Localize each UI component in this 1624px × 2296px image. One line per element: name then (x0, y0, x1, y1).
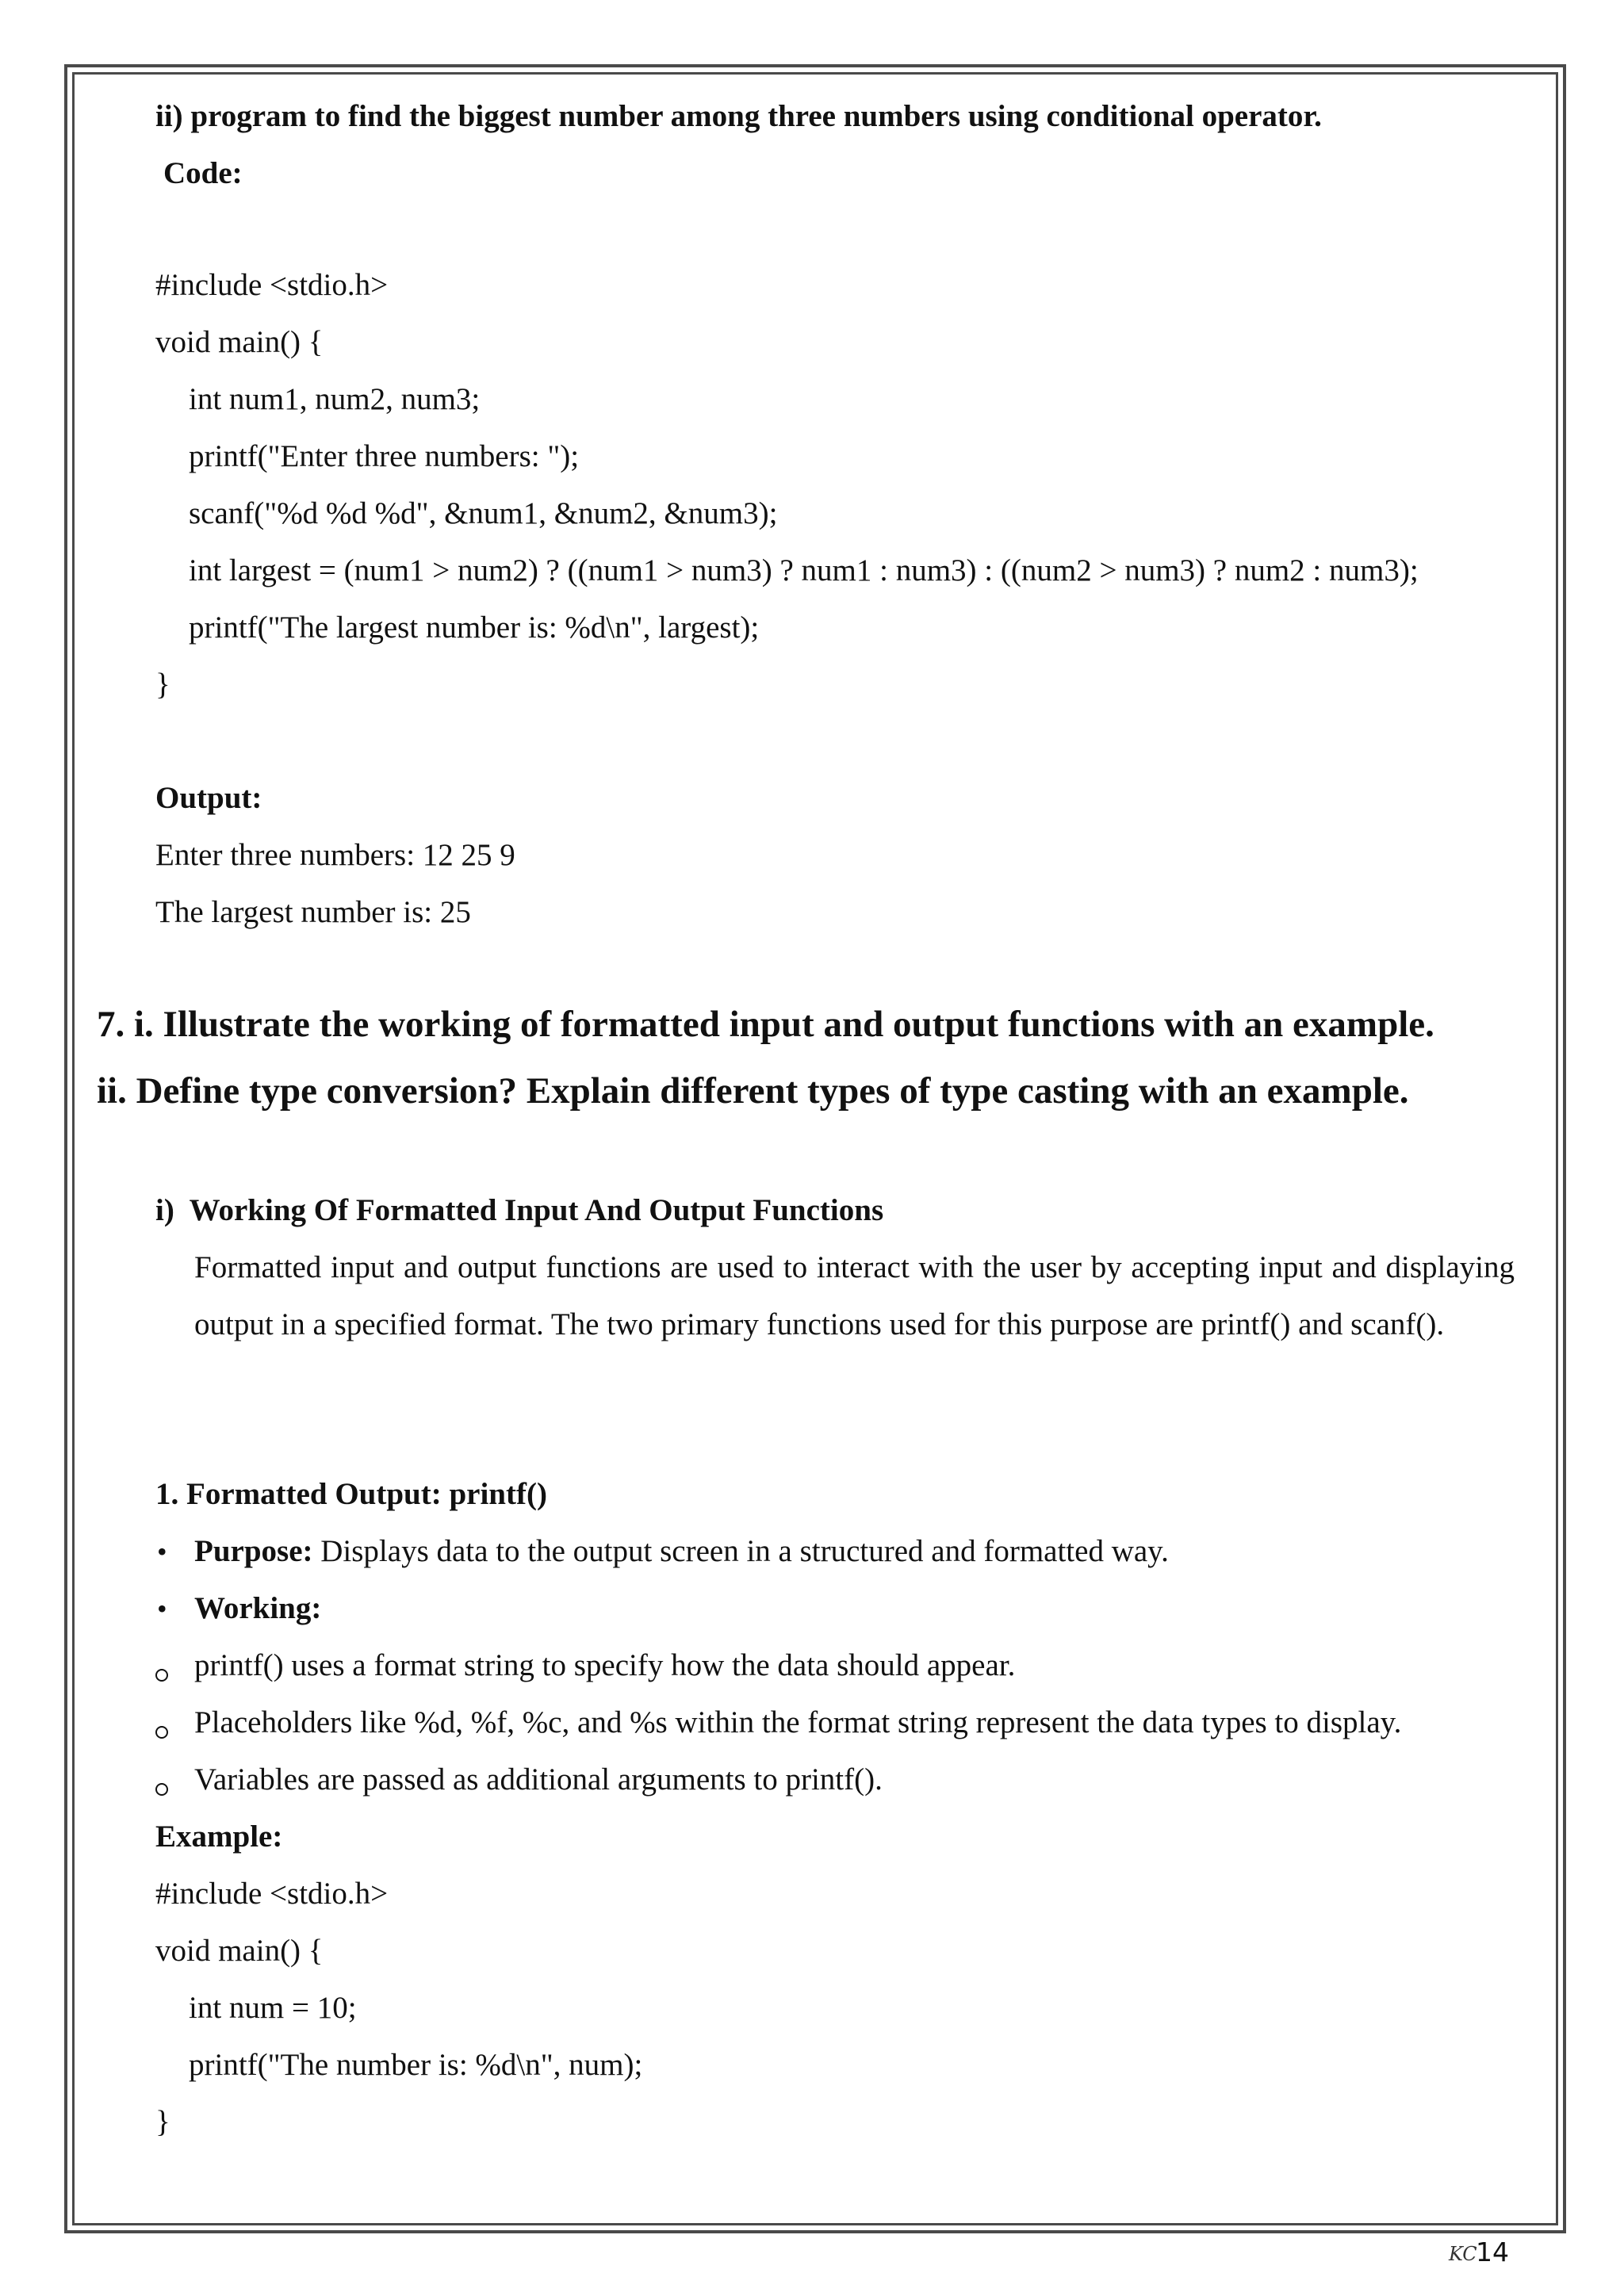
code-line: int largest = (num1 > num2) ? ((num1 > num3) ? num1 : num3) : ((num2 > num3) ? num2 : num3); (189, 553, 1419, 587)
sub-bullet-circle (155, 1783, 168, 1796)
program-title: ii) program to find the biggest number among three numbers using conditional operator. (155, 99, 1322, 133)
purpose-label: Purpose: (194, 1534, 313, 1568)
output-label: Output: (155, 781, 262, 815)
question-7-line-1: 7. i. Illustrate the working of formatted input and output functions with an example. (97, 1004, 1434, 1045)
sub-bullet-circle (155, 1669, 168, 1682)
working-point: Variables are passed as additional arguments to printf(). (194, 1762, 883, 1797)
bullet-dot: • (157, 1536, 167, 1567)
part-i-paragraph: Formatted input and output functions are used to interact with the user by accepting input and displaying output in a specified format. The two primary functions used for this purpose are printf() and scanf(). (194, 1250, 1515, 1341)
output-line: The largest number is: 25 (155, 895, 471, 929)
example-code-line: printf("The number is: %d\n", num); (189, 2048, 643, 2082)
example-code-line: int num = 10; (189, 1991, 357, 2025)
formatted-output-heading: 1. Formatted Output: printf() (155, 1477, 547, 1511)
example-code-line: } (155, 2105, 170, 2139)
code-line: int num1, num2, num3; (189, 382, 481, 416)
output-line: Enter three numbers: 12 25 9 (155, 838, 515, 872)
sub-bullet-circle (155, 1726, 168, 1739)
author-mark: KC (1449, 2243, 1477, 2265)
part-i-heading: i) Working Of Formatted Input And Output Functions (155, 1193, 884, 1227)
page-number: 14 (1476, 2237, 1509, 2267)
purpose-text: Displays data to the output screen in a structured and formatted way. (312, 1534, 1169, 1568)
code-line: #include <stdio.h> (155, 268, 389, 302)
working-label: Working: (194, 1591, 322, 1625)
code-line: } (155, 668, 170, 702)
code-label: Code: (163, 156, 243, 190)
example-code-line: #include <stdio.h> (155, 1877, 389, 1911)
example-code-line: void main() { (155, 1934, 324, 1968)
working-point: Placeholders like %d, %f, %c, and %s within the format string represent the data types to display. (194, 1705, 1402, 1739)
bullet-dot: • (157, 1593, 167, 1624)
working-point: printf() uses a format string to specify how the data should appear. (194, 1648, 1016, 1682)
code-line: void main() { (155, 325, 324, 359)
purpose-item (194, 1533, 1169, 1571)
code-line: scanf("%d %d %d", &num1, &num2, &num3); (189, 496, 778, 530)
question-7-line-2: ii. Define type conversion? Explain different types of type casting with an example. (97, 1070, 1409, 1112)
example-label: Example: (155, 1820, 283, 1854)
code-line: printf("Enter three numbers: "); (189, 439, 580, 473)
code-line: printf("The largest number is: %d\n", largest); (189, 610, 760, 645)
